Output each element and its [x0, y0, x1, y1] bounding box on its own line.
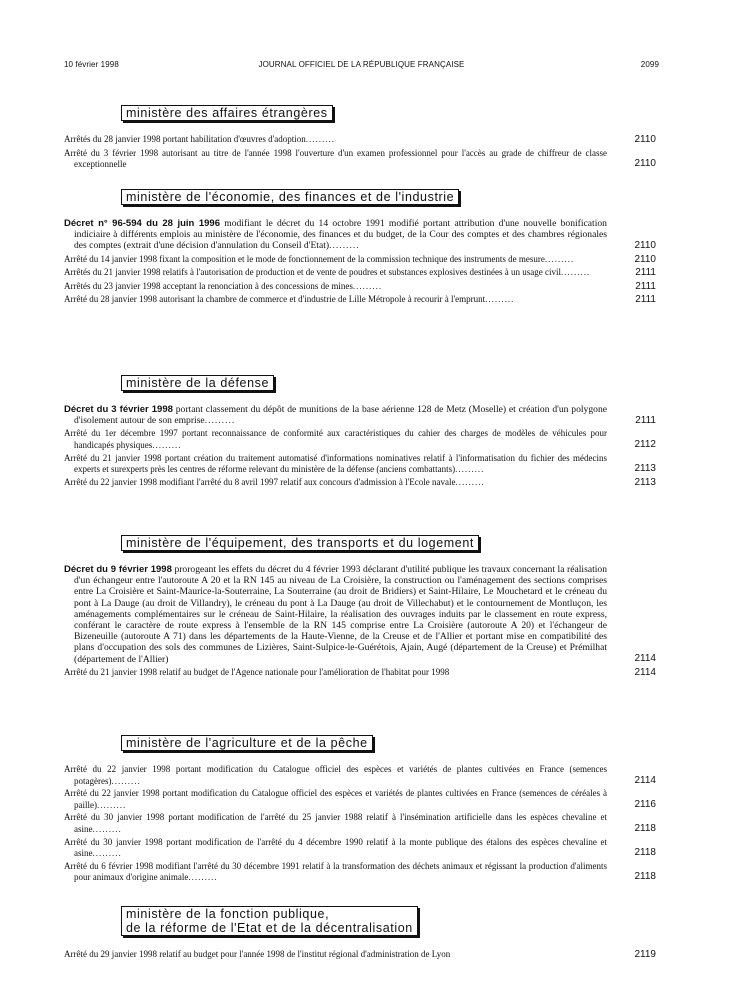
section-heading: ministère de l'équipement, des transports et du logement [121, 535, 479, 551]
section-heading: ministère de l'agriculture et de la pêche [121, 735, 373, 751]
section-heading-line: ministère de la fonction publique, [126, 907, 330, 921]
header-date: 10 février 1998 [64, 60, 119, 69]
page-ref: 2118 [634, 822, 656, 834]
page-ref: 2114 [634, 666, 656, 678]
list-item: Arrêté du 3 février 1998 autorisant au titre de l'année 1998 l'ouverture d'un examen professionnel pour l'accès au grade de chiffreur de classe exceptionnelle 2110 [64, 147, 656, 170]
page-ref: 2111 [635, 267, 656, 279]
running-head [64, 60, 659, 74]
header-journal-title: JOURNAL OFFICIEL DE LA RÉPUBLIQUE FRANÇAISE [258, 60, 465, 69]
page-ref: 2110 [634, 158, 656, 170]
page-ref: 2119 [634, 949, 656, 960]
entry-list [64, 134, 659, 170]
list-item: Arrêtés du 21 janvier 1998 relatifs à l'autorisation de production et de vente de poudres et substances explosives destinées à un usage civil......... 2111 [64, 267, 656, 279]
section-heading-line: de la réforme de l'Etat et de la décentralisation [126, 921, 413, 935]
page-ref: 2110 [634, 134, 656, 145]
section-agriculture [64, 734, 659, 885]
page-ref: 2118 [634, 847, 656, 859]
page-ref: 2114 [634, 774, 656, 786]
page-ref: 2112 [634, 439, 656, 450]
section-fonction-publique [64, 906, 659, 963]
entry-list [64, 764, 659, 883]
list-item: Arrêté du 1er décembre 1997 portant reconnaissance de conformité aux caractéristiques du cahier des charges de modèles de véhicules pour handicapés physiques......... 2112 [64, 428, 656, 450]
list-item: Décret du 9 février 1998 prorogeant les effets du décret du 4 février 1993 déclarant d'utilité publique les travaux concernant la réalisation d'un échangeur entre l'autoroute A 20 et la RN 145 au niveau de La Croisière, la construction ou l'aménagement des sections comprises entre La Croisière et Saint-Maurice-la-Souterraine, La Souterraine (au droit de Bridiers) et Saint-Hilaire, Le Mouchetard et le créneau du pont à La Dauge (au droit de Villandry), le créneau du pont à La Dauge (au droit de Villechabut) et le contournement de Montluçon, les aménagements complémentaires sur le créneau de Saint-Hilaire, la réalisation des ouvrages induits par le classement en route express, conférant le caractère de route express à l'ensemble de la RN 145 comprise entre La Croisière (autoroute A 20) et l'échangeur de Bizeneuille (autoroute A 71) dans les départements de la Haute-Vienne, de la Creuse et de l'Allier et portant mise en compatibilité des plans d'occupation des sols des communes de Lizières, Saint-Sulpice-le-Guérétois, Ajain, Augé (département de la Creuse) et Prémilhat (département de l'Allier) 2114 [64, 564, 656, 665]
page-ref: 2111 [635, 294, 656, 306]
page-ref: 2110 [634, 240, 656, 252]
section-heading: ministère des affaires étrangères [121, 105, 333, 121]
list-item: Décret du 3 février 1998 portant classement du dépôt de munitions de la base aérienne 128 de Metz (Moselle) et création d'un polygone d'isolement autour de son emprise......... 2111 [64, 404, 656, 427]
list-item: Arrêté du 22 janvier 1998 portant modification du Catalogue officiel des espèces et variétés de plantes cultivées en France (semences potagères)......... 2114 [64, 764, 656, 786]
list-item: Arrêté du 28 janvier 1998 autorisant la chambre de commerce et d'industrie de Lille Métropole à recourir à l'emprunt......... 2111 [64, 294, 656, 306]
list-item: Arrêtés du 23 janvier 1998 acceptant la renonciation à des concessions de mines......... 2111 [64, 280, 656, 292]
page-ref: 2111 [635, 280, 656, 292]
list-item: Arrêtés du 28 janvier 1998 portant habilitation d'œuvres d'adoption......... 2110 [64, 134, 656, 145]
section-economie [64, 188, 659, 308]
page-ref: 2110 [634, 253, 656, 265]
section-heading: ministère de la défense [121, 375, 274, 391]
section-heading: ministère de l'économie, des finances et de l'industrie [121, 189, 459, 205]
list-item: Arrêté du 6 février 1998 modifiant l'arrêté du 30 décembre 1991 relatif à la transformation des déchets animaux et régissant la production d'aliments pour animaux d'origine animale......... 2118 [64, 860, 656, 883]
list-item: Décret n° 96-594 du 28 juin 1996 modifiant le décret du 14 octobre 1991 modifié portant attribution d'une nouvelle bonification indiciaire à différents emplois au ministère de l'économie, des finances et du budget, de la Cour des comptes et des chambres régionales des comptes (extrait d'une décision d'annulation du Conseil d'Etat)......... 2110 [64, 218, 656, 252]
entry-list [64, 404, 659, 488]
list-item: Arrêté du 22 janvier 1998 modifiant l'arrêté du 8 avril 1997 relatif aux concours d'admission à l'Ecole navale......... 2113 [64, 476, 656, 488]
page-ref: 2113 [634, 476, 656, 488]
entry-list [64, 564, 659, 678]
section-heading [121, 906, 418, 936]
list-item: Arrêté du 14 janvier 1998 fixant la composition et le mode de fonctionnement de la commission technique des instruments de mesure......... 2110 [64, 253, 656, 265]
section-equipement [64, 534, 659, 680]
page-ref: 2113 [634, 463, 656, 475]
list-item: Arrêté du 21 janvier 1998 portant création du traitement automatisé d'informations nominatives relatif à l'informatisation du fichier des médecins experts et surexperts près les centres de réforme relevant du ministère de la défense (anciens combattants)......... 2113 [64, 452, 656, 475]
section-affaires-etrangeres [64, 104, 659, 172]
entry-list [64, 218, 659, 306]
page-ref: 2118 [634, 871, 656, 883]
list-item: Arrêté du 30 janvier 1998 portant modification de l'arrêté du 25 janvier 1988 relatif à l'insémination artificielle dans les espèces chevaline et asine......... 2118 [64, 812, 656, 834]
list-item: Arrêté du 29 janvier 1998 relatif au budget pour l'année 1998 de l'institut régional d'administration de Lyon 2119 [64, 949, 656, 960]
list-item: Arrêté du 22 janvier 1998 portant modification du Catalogue officiel des espèces et variétés de plantes cultivées en France (semences de céréales à paille)......... 2116 [64, 788, 656, 810]
list-item: Arrêté du 30 janvier 1998 portant modification de l'arrêté du 4 décembre 1990 relatif à la monte publique des étalons des espèces chevaline et asine......... 2118 [64, 836, 656, 859]
section-defense [64, 374, 659, 490]
page-ref: 2116 [634, 798, 656, 810]
list-item: Arrêté du 21 janvier 1998 relatif au budget de l'Agence nationale pour l'amélioration de l'habitat pour 1998 2114 [64, 666, 656, 678]
page-ref: 2114 [634, 653, 656, 665]
entry-list [64, 949, 659, 961]
page-ref: 2111 [635, 414, 656, 426]
header-page-number: 2099 [640, 60, 659, 69]
